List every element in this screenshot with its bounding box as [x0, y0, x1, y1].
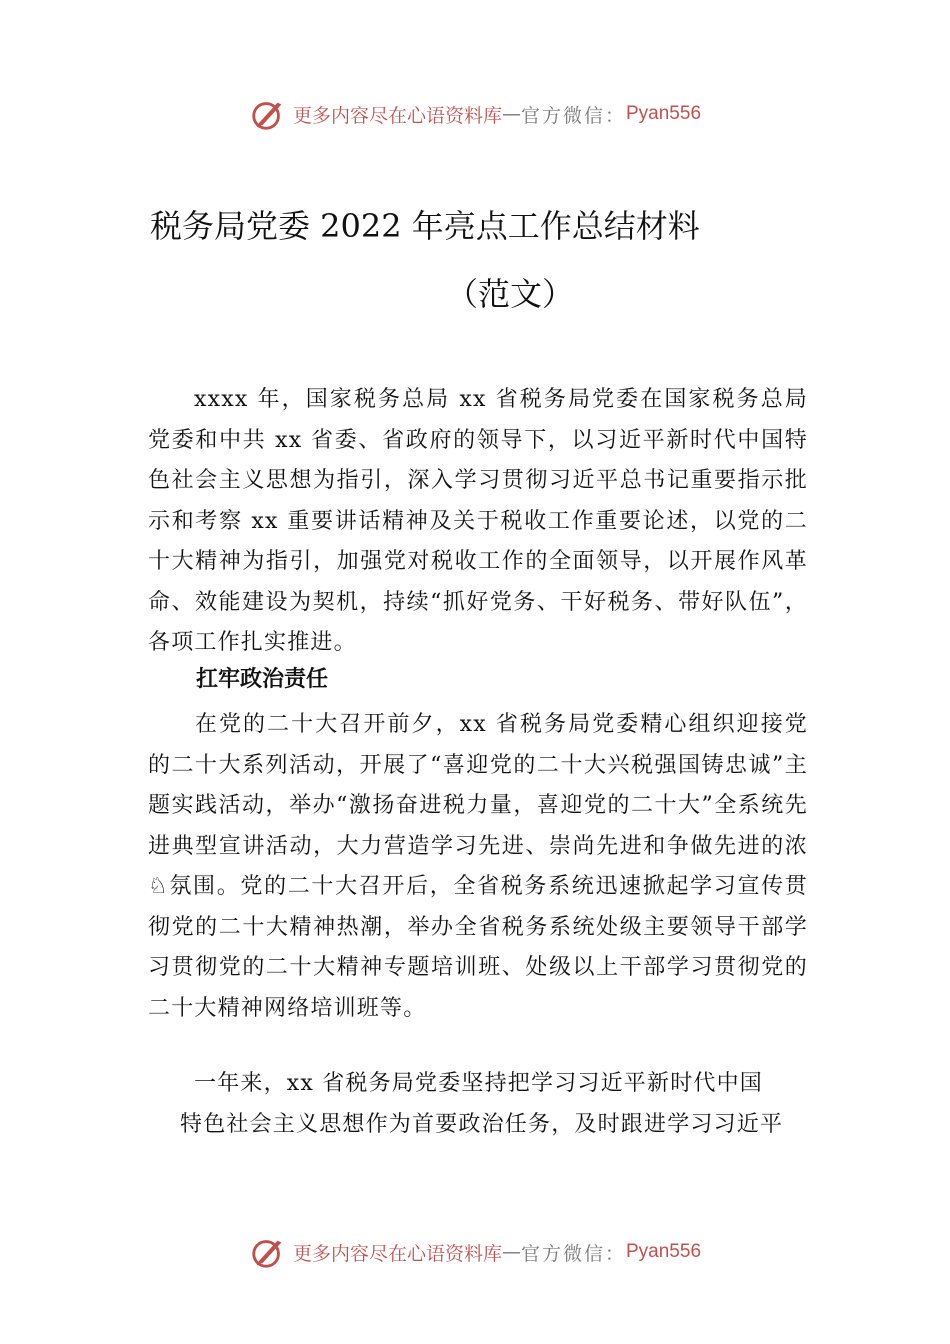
paragraph-continued	[148, 1064, 808, 1145]
watermark-header	[0, 92, 950, 136]
watermark-main: 更多内容尽在心语资料库	[292, 1242, 502, 1265]
watermark-id: Pyan556	[626, 103, 702, 124]
paragraph-continued-line1: 一年来，xx 省税务局党委坚持把学习习近平新时代中国	[194, 1071, 764, 1096]
paragraph-section-text: 在党的二十大召开前夕，xx 省税务局党委精心组织迎接党的二十大系列活动，开展了“喜迎党的二十大兴税强国铸忠诚”主题实践活动，举办“激扬奋进税力量，喜迎党的二十大”全系统先进典型宣讲活动，大力营造学习先进、崇尚先进和争做先进的浓♘氛围。党的二十大召开后，全省税务系统迅速掀起学习宣传贯彻党的二十大精神热潮，举办全省税务系统处级主要领导干部学习贯彻党的二十大精神专题培训班、处级以上干部学习贯彻党的二十大精神网络培训班等。	[148, 712, 808, 1021]
watermark-id: Pyan556	[626, 1241, 702, 1262]
document-title: 税务局党委 2022 年亮点工作总结材料	[150, 207, 700, 245]
watermark-sub: 官方微信：	[520, 104, 626, 127]
paragraph-intro-text: xxxx 年，国家税务总局 xx 省税务局党委在国家税务总局党委和中共 xx 省委、省政府的领导下，以习近平新时代中国特色社会主义思想为指引，深入学习贯彻习近平总书记重要指示批示和考察 xx 重要讲话精神及关于税收工作重要论述，以党的二十大精神为指引，加强党对税收工作的全面领导，以开展作风革命、效能建设为契机，持续“抓好党务、干好税务、带好队伍”，各项工作扎实推进。	[148, 387, 808, 655]
section-heading: 扛牢政治责任	[196, 667, 329, 692]
watermark-sub: 官方微信：	[520, 1242, 626, 1265]
brush-logo-icon	[249, 95, 287, 133]
document-subtitle: （范文）	[446, 275, 575, 313]
watermark-separator: —	[501, 1241, 521, 1263]
watermark-separator: —	[501, 103, 521, 125]
watermark-main: 更多内容尽在心语资料库	[292, 104, 502, 127]
brush-logo-icon	[249, 1233, 287, 1271]
paragraph-intro	[148, 380, 808, 664]
paragraph-continued-line2: 特色社会主义思想作为首要政治任务，及时跟进学习习近平	[180, 1111, 784, 1137]
paragraph-section	[148, 705, 808, 1029]
watermark-footer	[0, 1230, 950, 1274]
